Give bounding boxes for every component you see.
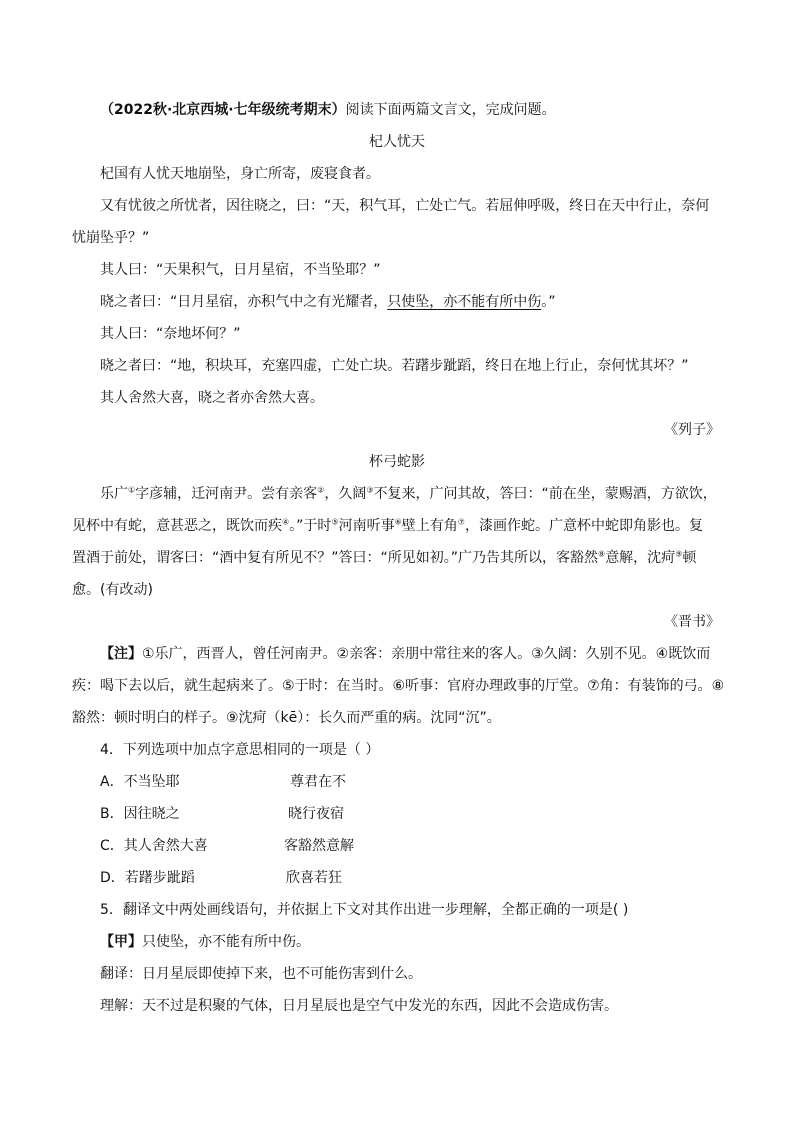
q5-understanding: 理解：天不过是积聚的气体，日月星辰也是空气中发光的东西，因此不会造成伤害。: [100, 998, 618, 1014]
jia-label: 【甲】: [100, 934, 142, 950]
text-run: 河南听事: [338, 518, 395, 534]
underlined-sentence-jia: 只使坠，亦不能有所中伤: [387, 294, 542, 310]
text1-paragraph: 其人曰：“奈地坏何？”: [100, 326, 241, 342]
text2-paragraph: [72, 516, 703, 536]
text-run: ①乐广，西晋人，曾任河南尹。②亲客：亲朋中常往来的客人。③久阔：久别不见。④既饮而: [142, 646, 711, 662]
text2-paragraph: [100, 484, 717, 504]
footnote-mark: ①: [128, 485, 136, 495]
text1-title: 杞人忧天: [369, 134, 425, 150]
option-left: D．若躇步跐蹈: [100, 870, 195, 886]
text1-p4-start: 晓之者曰：“日月星宿，亦积气中之有光耀者，: [100, 294, 388, 310]
footnote-mark: ②: [317, 485, 325, 495]
q4-option-b: [100, 804, 344, 824]
text-run: ，久阔: [324, 486, 367, 502]
text-run: 见杯中有蛇，意甚恶之，既饮而疾: [72, 518, 282, 534]
q4-option-d: [100, 868, 342, 888]
notes-label: 【注】: [100, 646, 142, 662]
footnote-mark: ⑤: [331, 517, 339, 527]
q4-option-a: [100, 772, 346, 792]
text-run: 壁上有角: [401, 518, 458, 534]
q5-translation: 翻译：日月星辰即使掉下来，也不可能伤害到什么。: [100, 966, 422, 982]
question-header: [100, 100, 556, 120]
option-right: 客豁然意解: [284, 838, 354, 854]
header-source: （2022秋·北京西城·七年级统考期末）: [100, 102, 346, 118]
footnote-mark: ④: [282, 517, 290, 527]
jia-text: 只使坠，亦不能有所中伤。: [142, 934, 310, 950]
text2-paragraph: [72, 548, 696, 568]
header-instruction: 阅读下面两篇文言文，完成问题。: [345, 102, 556, 118]
question-5-stem: 5．翻译文中两处画线语句，并依据上下文对其作出进一步理解，全都正确的一项是( ): [100, 902, 629, 918]
text1-paragraph: [100, 292, 556, 312]
text-run: 顿: [682, 550, 697, 566]
footnote-mark: ⑨: [675, 549, 683, 559]
option-left: A．不当坠耶: [100, 774, 180, 790]
option-right: 欣喜若狂: [286, 870, 342, 886]
text1-paragraph: 其人舍然大喜，晓之者亦舍然大喜。: [100, 390, 324, 406]
option-right: 晓行夜宿: [288, 806, 344, 822]
text1-p4-end: 。”: [541, 294, 556, 310]
text-run: 不复来，广问其故，答曰：“前在坐，蒙赐酒，方欲饮，: [373, 486, 717, 502]
option-right: 尊君在不: [290, 774, 346, 790]
footnote-mark: ⑥: [394, 517, 402, 527]
text1-paragraph: 杞国有人忧天地崩坠，身亡所寄，废寝食者。: [100, 166, 380, 182]
question-4-stem: 4．下列选项中加点字意思相同的一项是（ ）: [100, 742, 380, 758]
text1-source: 《列子》: [664, 422, 720, 438]
text-run: ，漆画作蛇。广意杯中蛇即角影也。复: [464, 518, 703, 534]
text2-paragraph: 愈。(有改动): [72, 582, 153, 598]
text-run: 。”于时: [289, 518, 332, 534]
notes-paragraph: [100, 644, 710, 664]
q5-jia-sentence: [100, 932, 310, 952]
text2-source: 《晋书》: [664, 614, 720, 630]
text2-title: 杯弓蛇影: [369, 454, 425, 470]
text1-paragraph: 其人曰：“天果积气，日月星宿，不当坠耶？”: [100, 262, 381, 278]
text1-paragraph: 又有忧彼之所忧者，因往晓之，曰：“天，积气耳，亡处亡气。若屈伸呼吸，终日在天中行止，奈何: [100, 198, 710, 214]
option-left: B．因往晓之: [100, 806, 180, 822]
text-run: 乐广: [100, 486, 128, 502]
text1-paragraph: 晓之者曰：“地，积块耳，充塞四虚，亡处亡块。若躇步跐蹈，终日在地上行止，奈何忧其坏？”: [100, 358, 689, 374]
text-run: 置酒于前处，谓客曰：“酒中复有所见不？”答曰：“所见如初。”广乃告其所以，客豁然: [72, 550, 599, 566]
text-run: 字彦辅，迁河南尹。尝有亲客: [135, 486, 318, 502]
text1-paragraph: 忧崩坠乎？”: [72, 230, 150, 246]
footnote-mark: ⑧: [598, 549, 606, 559]
text-run: 意解，沈疴: [605, 550, 676, 566]
option-left: C．其人舍然大喜: [100, 838, 208, 854]
footnote-mark: ⑦: [457, 517, 465, 527]
q4-option-c: [100, 836, 354, 856]
notes-paragraph: 疾：喝下去以后，就生起病来了。⑤于时：在当时。⑥听事：官府办理政事的厅堂。⑦角：有装饰的弓。⑧: [72, 678, 725, 694]
notes-paragraph: 豁然：顿时明白的样子。⑨沈疴（kē）：长久而严重的病。沈同“沉”。: [72, 710, 501, 726]
footnote-mark: ③: [366, 485, 374, 495]
